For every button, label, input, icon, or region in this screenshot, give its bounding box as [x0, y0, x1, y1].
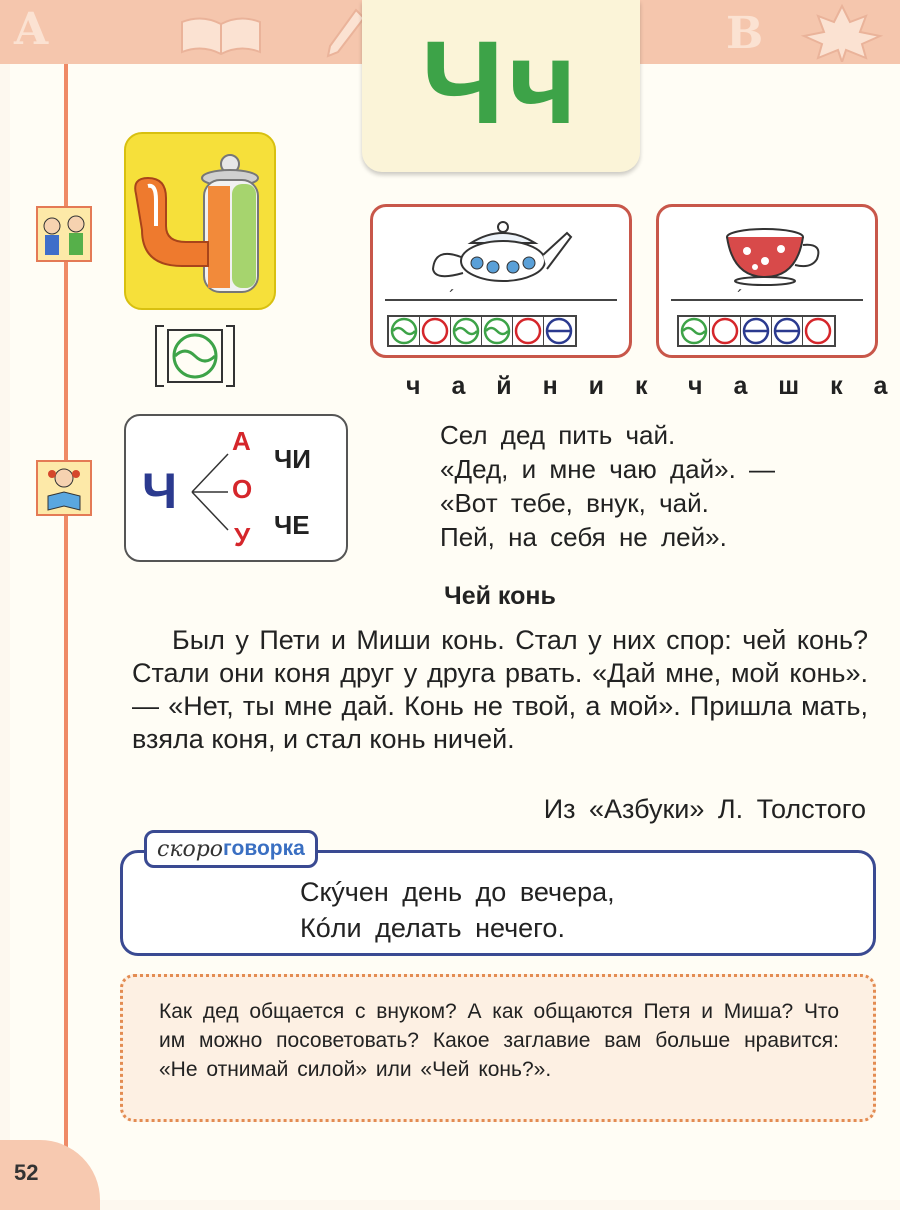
word-card-chainik: [370, 204, 632, 358]
open-book-icon: [178, 12, 264, 56]
syllable-che: ЧЕ: [274, 510, 310, 540]
tongue-twister-label: [144, 830, 318, 868]
questions-text: Как дед общается с внуком? А как общаются Петя и Миша? Что им можно посоветовать? Какое заглавие вам больше нравится: «Не отнимай силой» или «Чей конь?».: [159, 1000, 839, 1081]
pencil-icon: [326, 8, 366, 58]
girl-reading-icon: [36, 460, 92, 516]
poem-line: «Вот тебе, внук, чай.: [440, 488, 709, 518]
teapot-icon: [431, 217, 581, 287]
sound-circle-green: [482, 317, 513, 345]
poem-line: «Дед, и мне чаю дай». —: [440, 454, 776, 484]
cup-icon: [719, 221, 829, 287]
story-text: [132, 624, 868, 756]
word-baseline: [385, 299, 617, 301]
sound-circle-red: [420, 317, 451, 345]
syllable-chi: ЧИ: [274, 444, 311, 474]
sound-scheme-chashka: [677, 315, 836, 347]
story-author: Из «Азбуки» Л. Толстого: [543, 794, 866, 824]
page-number: 52: [14, 1160, 39, 1185]
syllable-connector-lines: [188, 444, 238, 540]
sound-circle-blue: [544, 317, 575, 345]
syllable-scheme: [124, 414, 348, 562]
stress-mark: ´: [449, 287, 455, 307]
poem: [440, 418, 775, 554]
vowel-o: О: [232, 474, 253, 504]
sound-circle-green: [389, 317, 420, 345]
stress-mark: ´: [737, 287, 743, 307]
word-label-chashka: ч а ш к а: [688, 372, 900, 400]
letter-v-icon: B: [726, 8, 764, 59]
tongue-twister-label-part2: говорка: [223, 837, 305, 860]
word-card-chashka: [656, 204, 878, 358]
tongue-twister-text: [300, 874, 615, 946]
questions-box: [120, 974, 876, 1122]
poem-line: Сел дед пить чай.: [440, 420, 676, 450]
vowel-a: А: [232, 426, 251, 456]
story-title: Чей конь: [444, 582, 556, 610]
word-baseline: [671, 299, 863, 301]
letter-heading-tab: [362, 0, 640, 172]
sound-circle-blue: [772, 317, 803, 345]
sound-circle-red: [803, 317, 834, 345]
sound-scheme-consonant: [154, 322, 236, 390]
letter-picture-tile: [124, 132, 276, 310]
teapot-letter-icon: [126, 134, 274, 308]
children-talking-icon: [36, 206, 92, 262]
poem-line: Пей, на себя не лей».: [440, 522, 727, 552]
sound-circle-red: [513, 317, 544, 345]
letter-a-icon: A: [14, 4, 49, 55]
sound-circle-green: [679, 317, 710, 345]
page-title: Чч: [421, 17, 581, 149]
story-body: Был у Пети и Миши конь. Стал у них спор: чей конь? Стали они коня друг у друга рвать. «Дай мне, мой конь». — «Нет, ты мне дай. Конь не твой, а мой». Пришла мать, взяла коня, и стал конь ничей.: [132, 625, 868, 754]
tongue-twister-line: Скýчен день до вечера,: [300, 877, 615, 907]
sound-scheme-chainik: [387, 315, 577, 347]
sound-circle-red: [710, 317, 741, 345]
sound-circle-blue: [741, 317, 772, 345]
tongue-twister-label-part1: скоро: [157, 836, 224, 862]
syllable-consonant: Ч: [142, 463, 178, 519]
vowel-u: У: [234, 522, 251, 552]
tongue-twister-line: Кóли делать нечего.: [300, 913, 565, 943]
word-label-chainik: ч а й н и к: [406, 372, 660, 400]
sound-circle-green: [451, 317, 482, 345]
maple-leaf-icon: [800, 4, 884, 62]
